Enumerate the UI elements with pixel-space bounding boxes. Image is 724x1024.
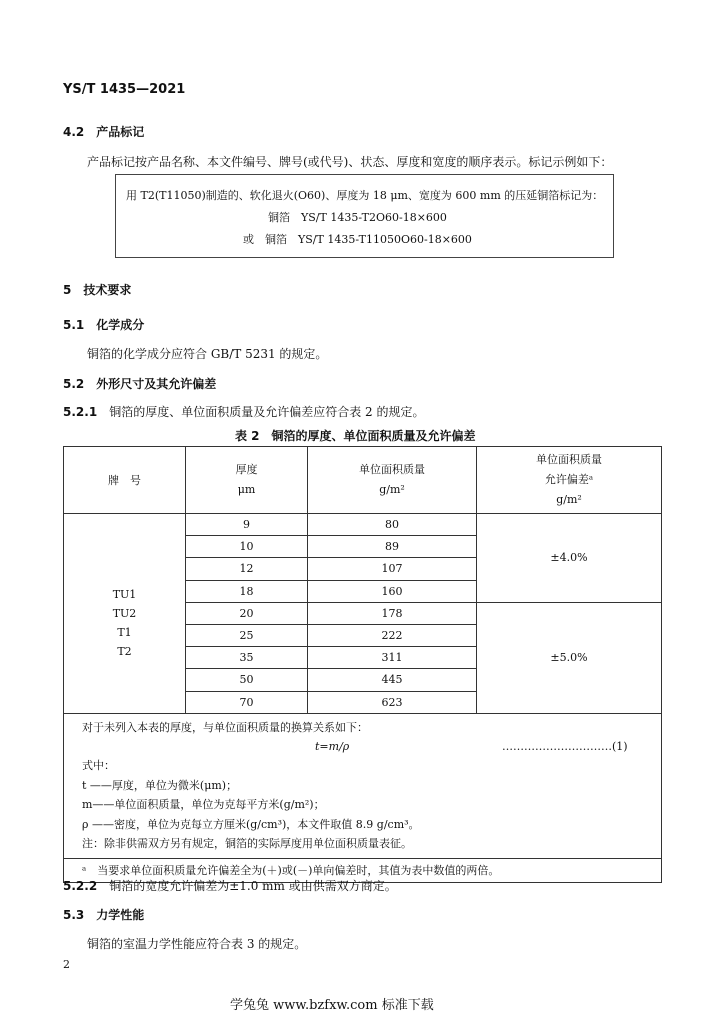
example-line: 用 T2(T11050)制造的、软化退火(O60)、厚度为 18 μm、宽度为 600 mm 的压延铜箔标记为： <box>126 189 604 202</box>
note-line: m——单位面积质量，单位为克每平方米(g/m²)； <box>82 798 325 812</box>
table-header-row <box>64 447 662 514</box>
doc-header: YS/T 1435—2021 <box>63 82 186 97</box>
table-2 <box>63 446 662 883</box>
note-line: t ——厚度，单位为微米(μm)； <box>82 778 238 792</box>
table-row <box>64 514 662 536</box>
footnote-text: ᵃ 当要求单位面积质量允许偏差全为(＋)或(－)单向偏差时，其值为表中数值的两倍。 <box>64 858 662 883</box>
thickness-cell: 50 <box>186 669 308 691</box>
table-caption: 表 2 铜箔的厚度、单位面积质量及允许偏差 <box>235 429 476 443</box>
section-5-1-heading: 5.1 化学成分 <box>63 318 145 332</box>
table-notes <box>64 713 662 858</box>
thickness-cell: 20 <box>186 602 308 624</box>
note-line: 式中： <box>82 759 115 773</box>
note-line: 对于未列入本表的厚度，与单位面积质量的换算关系如下： <box>82 720 368 734</box>
thickness-cell: 35 <box>186 647 308 669</box>
note-line: ρ ——密度，单位为克每立方厘米(g/cm³)，本文件取值 8.9 g/cm³。 <box>82 817 420 831</box>
section-5-3-text: 铜箔的室温力学性能应符合表 3 的规定。 <box>87 937 307 951</box>
mass-cell: 311 <box>308 647 477 669</box>
note-line: 注：除非供需双方另有规定，铜箔的实际厚度用单位面积质量表征。 <box>82 837 412 851</box>
mass-cell: 160 <box>308 580 477 602</box>
mass-cell: 222 <box>308 624 477 646</box>
formula: t=m/ρ <box>315 740 350 754</box>
header-grade: 牌 号 <box>64 447 186 514</box>
marking-example-box <box>115 174 614 258</box>
header-tolerance: 单位面积质量 允许偏差ᵃ g/m² <box>477 447 662 514</box>
thickness-cell: 10 <box>186 536 308 558</box>
thickness-cell: 9 <box>186 514 308 536</box>
section-5-1-text: 铜箔的化学成分应符合 GB/T 5231 的规定。 <box>87 347 328 361</box>
tolerance-cell: ±5.0% <box>477 602 662 713</box>
section-4-2-text: 产品标记按产品名称、本文件编号、牌号(或代号)、状态、厚度和宽度的顺序表示。标记示例如下： <box>87 155 613 169</box>
mass-cell: 445 <box>308 669 477 691</box>
thickness-cell: 18 <box>186 580 308 602</box>
section-5-3-heading: 5.3 力学性能 <box>63 908 145 922</box>
section-5-2-2-text: 5.2.2 铜箔的宽度允许偏差为±1.0 mm 或由供需双方商定。 <box>63 879 397 893</box>
header-mass: 单位面积质量 g/m² <box>308 447 477 514</box>
formula-number: …………………………(1) <box>502 740 628 754</box>
header-thickness: 厚度 μm <box>186 447 308 514</box>
mass-cell: 89 <box>308 536 477 558</box>
thickness-cell: 25 <box>186 624 308 646</box>
example-line: 铜箔 YS/T 1435-T2O60-18×600 <box>268 211 447 224</box>
mass-cell: 80 <box>308 514 477 536</box>
section-5-heading: 5 技术要求 <box>63 283 132 297</box>
mass-cell: 107 <box>308 558 477 580</box>
section-4-2-heading: 4.2 产品标记 <box>63 125 145 139</box>
thickness-cell: 12 <box>186 558 308 580</box>
mass-cell: 623 <box>308 691 477 713</box>
grade-cell: TU1 TU2 T1 T2 <box>64 514 186 714</box>
tolerance-cell: ±4.0% <box>477 514 662 603</box>
section-5-2-1-text: 5.2.1 铜箔的厚度、单位面积质量及允许偏差应符合表 2 的规定。 <box>63 405 425 419</box>
example-line: 或 铜箔 YS/T 1435-T11050O60-18×600 <box>243 233 472 246</box>
page-number: 2 <box>63 958 70 971</box>
section-5-2-heading: 5.2 外形尺寸及其允许偏差 <box>63 377 217 391</box>
footer-watermark: 学兔兔 www.bzfxw.com 标准下载 <box>230 998 434 1013</box>
thickness-cell: 70 <box>186 691 308 713</box>
mass-cell: 178 <box>308 602 477 624</box>
